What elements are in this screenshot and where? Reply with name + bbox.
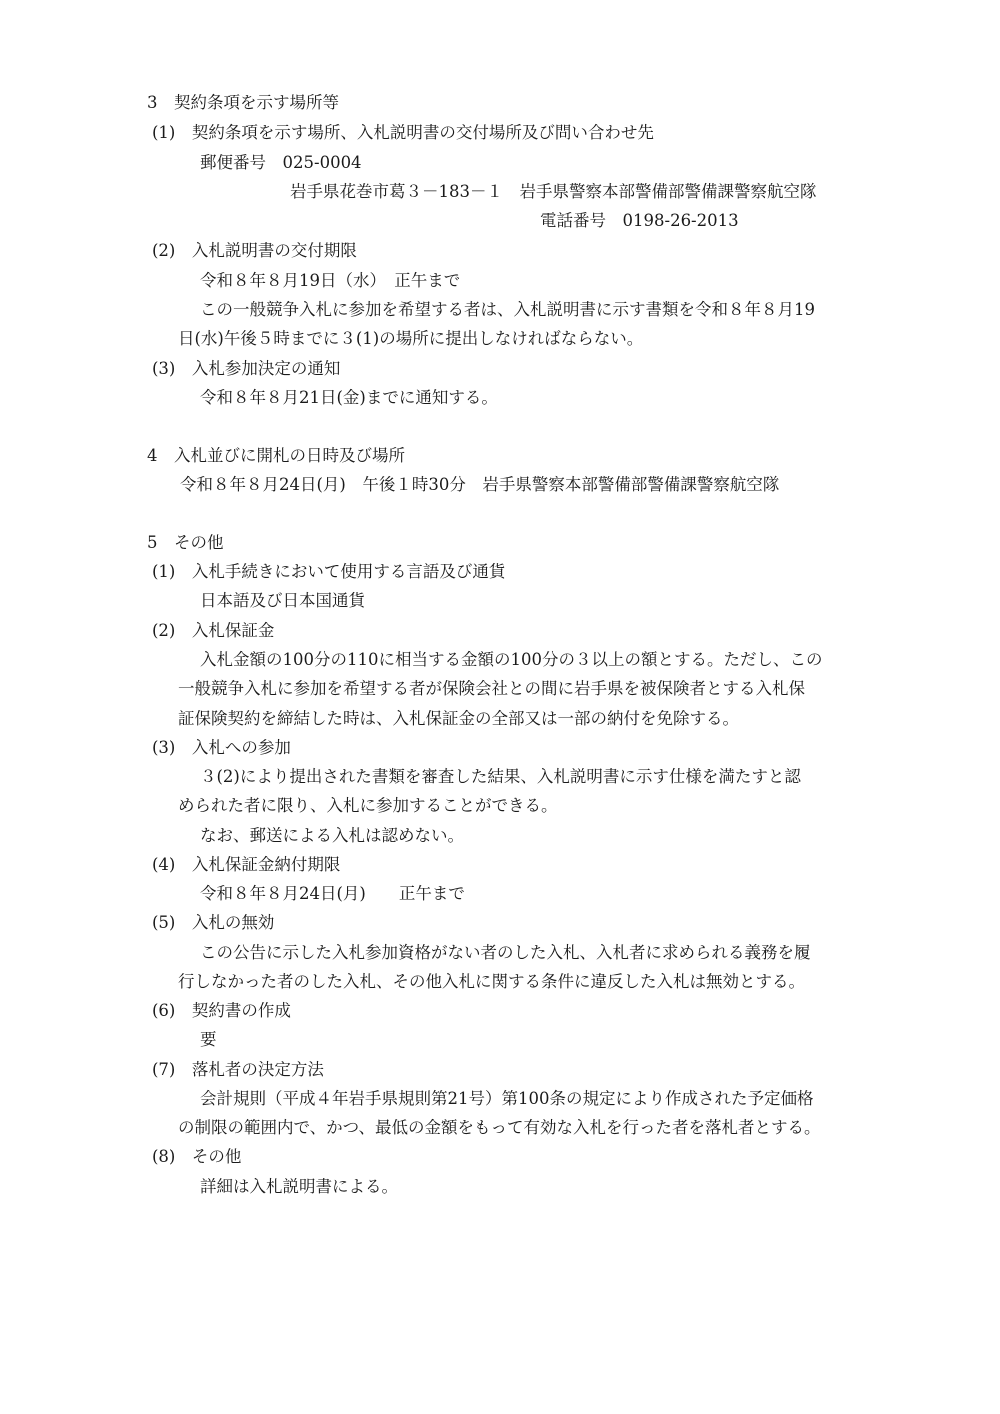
- section-5-item-2-label: (2) 入札保証金: [152, 621, 275, 640]
- section-4-body: 令和８年８月24日(月) 午後１時30分 岩手県警察本部警備部警備課警察航空隊: [180, 475, 780, 494]
- section-5-item-8-body: 詳細は入札説明書による。: [200, 1177, 398, 1196]
- section-5-item-4-body: 令和８年８月24日(月) 正午まで: [200, 884, 465, 903]
- section-5-item-6-body: 要: [200, 1030, 217, 1049]
- section-5-item-5-body-line-2: 行しなかった者のした入札、その他入札に関する条件に違反した入札は無効とする。: [178, 972, 805, 991]
- section-5-item-5-body-line-1: この公告に示した入札参加資格がない者のした入札、入札者に求められる義務を履: [200, 943, 811, 962]
- section-5-heading: 5 その他: [147, 533, 224, 552]
- section-5-item-1-body: 日本語及び日本国通貨: [200, 591, 365, 610]
- postal-code: 郵便番号 025-0004: [200, 153, 362, 172]
- section-5-item-3-label: (3) 入札への参加: [152, 738, 291, 757]
- section-3-item-3-body: 令和８年８月21日(金)までに通知する。: [200, 388, 498, 407]
- section-5-item-2-body-line-3: 証保険契約を締結した時は、入札保証金の全部又は一部の納付を免除する。: [178, 709, 739, 728]
- section-5-item-6-label: (6) 契約書の作成: [152, 1001, 291, 1020]
- section-5-item-5-label: (5) 入札の無効: [152, 913, 275, 932]
- section-3-item-1-label: (1) 契約条項を示す場所、入札説明書の交付場所及び問い合わせ先: [152, 123, 654, 142]
- section-3-item-3-label: (3) 入札参加決定の通知: [152, 359, 341, 378]
- section-3-item-2-label: (2) 入札説明書の交付期限: [152, 241, 357, 260]
- section-5-item-2-body-line-2: 一般競争入札に参加を希望する者が保険会社との間に岩手県を被保険者とする入札保: [178, 679, 805, 698]
- section-5-item-7-body-line-1: 会計規則（平成４年岩手県規則第21号）第100条の規定により作成された予定価格: [200, 1089, 814, 1108]
- section-5-item-7-label: (7) 落札者の決定方法: [152, 1060, 324, 1079]
- section-5-item-4-label: (4) 入札保証金納付期限: [152, 855, 341, 874]
- section-4-heading: 4 入札並びに開札の日時及び場所: [147, 446, 405, 465]
- section-5-item-3-body-line-3: なお、郵送による入札は認めない。: [200, 826, 464, 845]
- phone-number: 電話番号 0198-26-2013: [540, 211, 739, 230]
- section-5-item-7-body-line-2: の制限の範囲内で、かつ、最低の金額をもって有効な入札を行った者を落札者とする。: [178, 1118, 821, 1137]
- section-5-item-2-body-line-1: 入札金額の100分の110に相当する金額の100分の３以上の額とする。ただし、この: [200, 650, 823, 669]
- section-5-item-1-label: (1) 入札手続きにおいて使用する言語及び通貨: [152, 562, 506, 581]
- address: 岩手県花巻市葛３－183－１ 岩手県警察本部警備部警備課警察航空隊: [290, 182, 817, 201]
- section-5-item-3-body-line-1: ３(2)により提出された書類を審査した結果、入札説明書に示す仕様を満たすと認: [200, 767, 801, 786]
- section-3-item-2-body-line-2: 日(水)午後５時までに３(1)の場所に提出しなければならない。: [178, 329, 644, 348]
- section-3-item-2-body-line-1: この一般競争入札に参加を希望する者は、入札説明書に示す書類を令和８年８月19: [200, 300, 815, 319]
- section-3-heading: 3 契約条項を示す場所等: [147, 93, 339, 112]
- section-5-item-3-body-line-2: められた者に限り、入札に参加することができる。: [178, 796, 558, 815]
- section-3-item-2-date: 令和８年８月19日（水） 正午まで: [200, 271, 461, 290]
- section-5-item-8-label: (8) その他: [152, 1147, 242, 1166]
